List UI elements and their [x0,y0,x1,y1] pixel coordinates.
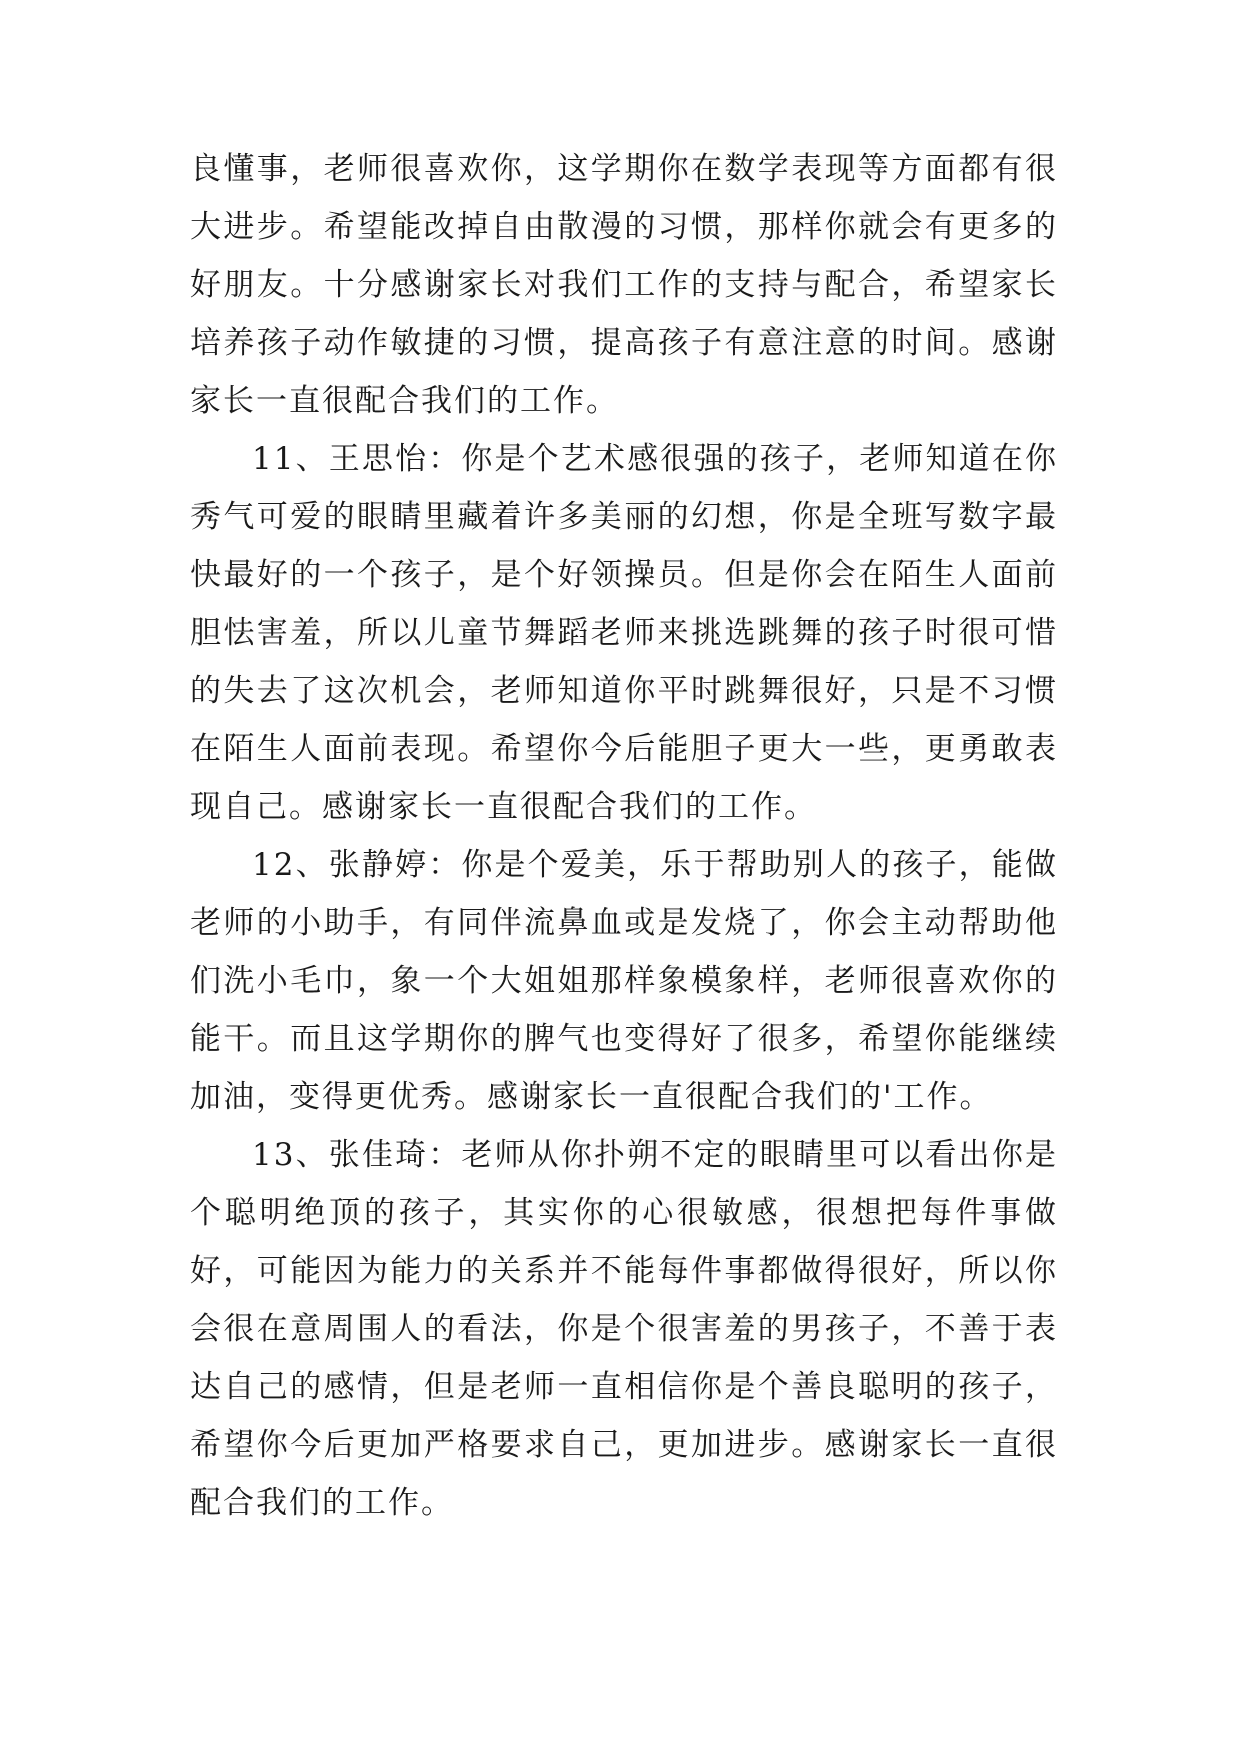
paragraph-continuation: 良懂事，老师很喜欢你，这学期你在数学表现等方面都有很大进步。希望能改掉自由散漫的习惯，那样你就会有更多的好朋友。十分感谢家长对我们工作的支持与配合，希望家长培养孩子动作敏捷的习惯，提高孩子有意注意的时间。感谢家长一直很配合我们的工作。 [190,151,1058,419]
paragraph-zhang-jiaqi: 13、张佳琦：老师从你扑朔不定的眼睛里可以看出你是个聪明绝顶的孩子，其实你的心很敏感，很想把每件事做好，可能因为能力的关系并不能每件事都做得很好，所以你会很在意周围人的看法，你是个很害羞的男孩子，不善于表达自己的感情，但是老师一直相信你是个善良聪明的孩子，希望你今后更加严格要求自己，更加进步。感谢家长一直很配合我们的工作。 [190,1137,1058,1521]
paragraph-wang-siyi: 11、王思怡：你是个艺术感很强的孩子，老师知道在你秀气可爱的眼睛里藏着许多美丽的幻想，你是全班写数字最快最好的一个孩子，是个好领操员。但是你会在陌生人面前胆怯害羞，所以儿童节舞蹈老师来挑选跳舞的孩子时很可惜的失去了这次机会，老师知道你平时跳舞很好，只是不习惯在陌生人面前表现。希望你今后能胆子更大一些，更勇敢表现自己。感谢家长一直很配合我们的工作。 [190,441,1058,825]
paragraph-zhang-jingting: 12、张静婷：你是个爱美，乐于帮助别人的孩子，能做老师的小助手，有同伴流鼻血或是发烧了，你会主动帮助他们洗小毛巾，象一个大姐姐那样象模象样，老师很喜欢你的能干。而且这学期你的脾气也变得好了很多，希望你能继续加油，变得更优秀。感谢家长一直很配合我们的'工作。 [190,847,1058,1115]
document-body [190,140,1058,1532]
